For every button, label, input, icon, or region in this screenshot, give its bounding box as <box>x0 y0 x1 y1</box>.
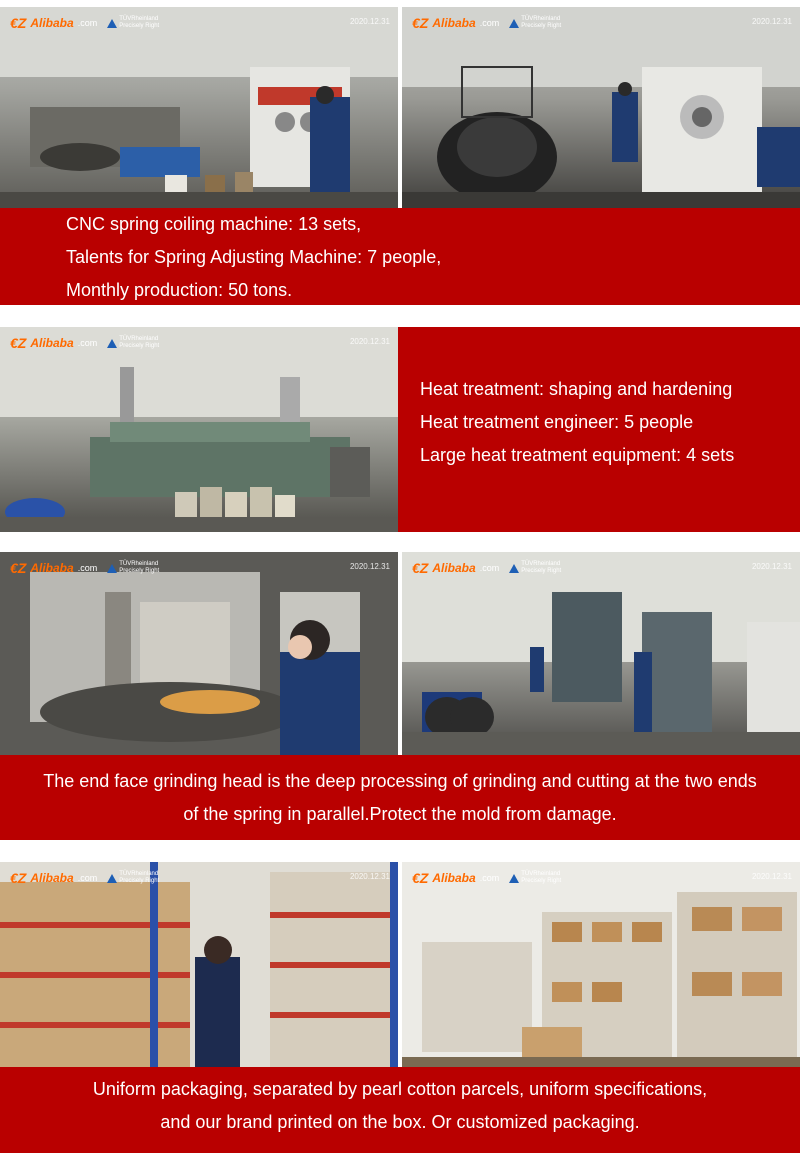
tuv-tagline: Precisely Right <box>521 568 562 574</box>
photo-date-stamp: 2020.12.31 <box>349 872 390 881</box>
photo-date-stamp: 2020.12.31 <box>349 562 390 571</box>
photo-spring-coiling-workshop-left <box>0 7 398 210</box>
alibaba-logo-icon: €Z <box>10 870 27 886</box>
tuv-badge <box>107 871 159 885</box>
warehouse-scene-illustration <box>0 862 398 1067</box>
caption-line: Heat treatment engineer: 5 people <box>420 412 694 432</box>
furnace-scene-illustration <box>0 327 398 532</box>
tuv-name: TÜVRheinland <box>119 871 159 877</box>
tuv-name: TÜVRheinland <box>521 16 561 22</box>
tuv-tagline: Precisely Right <box>521 23 562 29</box>
alibaba-domain-suffix: .com <box>77 563 98 573</box>
tuv-name: TÜVRheinland <box>119 561 159 567</box>
alibaba-brand-text: Alibaba <box>30 561 74 575</box>
alibaba-logo-icon: €Z <box>412 560 429 576</box>
tuv-badge <box>509 561 561 575</box>
tuv-triangle-icon <box>509 564 519 573</box>
photo-date-stamp: 2020.12.31 <box>751 872 792 881</box>
alibaba-brand-text: Alibaba <box>432 561 476 575</box>
tuv-name: TÜVRheinland <box>521 871 561 877</box>
alibaba-watermark <box>412 560 561 576</box>
alibaba-watermark <box>10 15 159 31</box>
tuv-name: TÜVRheinland <box>521 561 561 567</box>
alibaba-domain-suffix: .com <box>479 18 500 28</box>
caption-line: and our brand printed on the box. Or customized packaging. <box>160 1112 640 1132</box>
photo-spring-coiling-workshop-right <box>402 7 800 210</box>
caption-banner-heat-treatment <box>398 327 800 532</box>
caption-line: The end face grinding head is the deep processing of grinding and cutting at the two ends <box>43 771 757 791</box>
caption-banner-grinding <box>0 755 800 840</box>
grinding-floor-scene-illustration <box>402 552 800 757</box>
tuv-triangle-icon <box>107 564 117 573</box>
caption-banner-coiling <box>0 208 800 305</box>
caption-line: Uniform packaging, separated by pearl cotton parcels, uniform specifications, <box>92 1079 708 1099</box>
tuv-badge <box>107 336 159 350</box>
tuv-tagline: Precisely Right <box>119 343 160 349</box>
alibaba-brand-text: Alibaba <box>30 871 74 885</box>
caption-line: Monthly production: 50 tons. <box>66 280 293 300</box>
tuv-triangle-icon <box>107 874 117 883</box>
photo-end-face-grinding-floor <box>402 552 800 757</box>
alibaba-domain-suffix: .com <box>77 18 98 28</box>
caption-line: Talents for Spring Adjusting Machine: 7 people, <box>66 247 442 267</box>
photo-end-face-grinding-closeup <box>0 552 398 757</box>
tuv-badge <box>107 561 159 575</box>
alibaba-logo-icon: €Z <box>10 560 27 576</box>
tuv-triangle-icon <box>107 19 117 28</box>
alibaba-logo-icon: €Z <box>412 15 429 31</box>
tuv-name: TÜVRheinland <box>119 336 159 342</box>
photo-date-stamp: 2020.12.31 <box>349 17 390 26</box>
tuv-triangle-icon <box>509 874 519 883</box>
alibaba-brand-text: Alibaba <box>432 16 476 30</box>
photo-heat-treatment-furnace <box>0 327 398 532</box>
alibaba-watermark <box>10 870 159 886</box>
tuv-badge <box>509 871 561 885</box>
alibaba-watermark <box>10 560 159 576</box>
photo-warehouse-shelves-right <box>402 862 800 1067</box>
alibaba-brand-text: Alibaba <box>30 16 74 30</box>
tuv-tagline: Precisely Right <box>521 878 562 884</box>
alibaba-watermark <box>412 870 561 886</box>
alibaba-logo-icon: €Z <box>412 870 429 886</box>
caption-line: Large heat treatment equipment: 4 sets <box>420 445 735 465</box>
photo-date-stamp: 2020.12.31 <box>751 562 792 571</box>
alibaba-logo-icon: €Z <box>10 335 27 351</box>
caption-line: CNC spring coiling machine: 13 sets, <box>66 214 362 234</box>
caption-banner-packaging <box>0 1067 800 1153</box>
workshop-scene-illustration <box>0 7 398 210</box>
photo-warehouse-shelves-left <box>0 862 398 1067</box>
alibaba-watermark <box>412 15 561 31</box>
warehouse-boxes-scene-illustration <box>402 862 800 1067</box>
alibaba-domain-suffix: .com <box>77 338 98 348</box>
alibaba-domain-suffix: .com <box>77 873 98 883</box>
tuv-badge <box>509 16 561 30</box>
tuv-triangle-icon <box>107 339 117 348</box>
alibaba-watermark <box>10 335 159 351</box>
workshop-scene-illustration <box>402 7 800 210</box>
alibaba-brand-text: Alibaba <box>432 871 476 885</box>
alibaba-logo-icon: €Z <box>10 15 27 31</box>
tuv-tagline: Precisely Right <box>119 568 160 574</box>
alibaba-domain-suffix: .com <box>479 873 500 883</box>
alibaba-domain-suffix: .com <box>479 563 500 573</box>
photo-date-stamp: 2020.12.31 <box>349 337 390 346</box>
tuv-name: TÜVRheinland <box>119 16 159 22</box>
tuv-tagline: Precisely Right <box>119 878 160 884</box>
grinding-scene-illustration <box>0 552 398 757</box>
caption-line: of the spring in parallel.Protect the mold from damage. <box>183 804 617 824</box>
tuv-triangle-icon <box>509 19 519 28</box>
caption-line: Heat treatment: shaping and hardening <box>420 379 733 399</box>
alibaba-brand-text: Alibaba <box>30 336 74 350</box>
tuv-tagline: Precisely Right <box>119 23 160 29</box>
tuv-badge <box>107 16 159 30</box>
photo-date-stamp: 2020.12.31 <box>751 17 792 26</box>
